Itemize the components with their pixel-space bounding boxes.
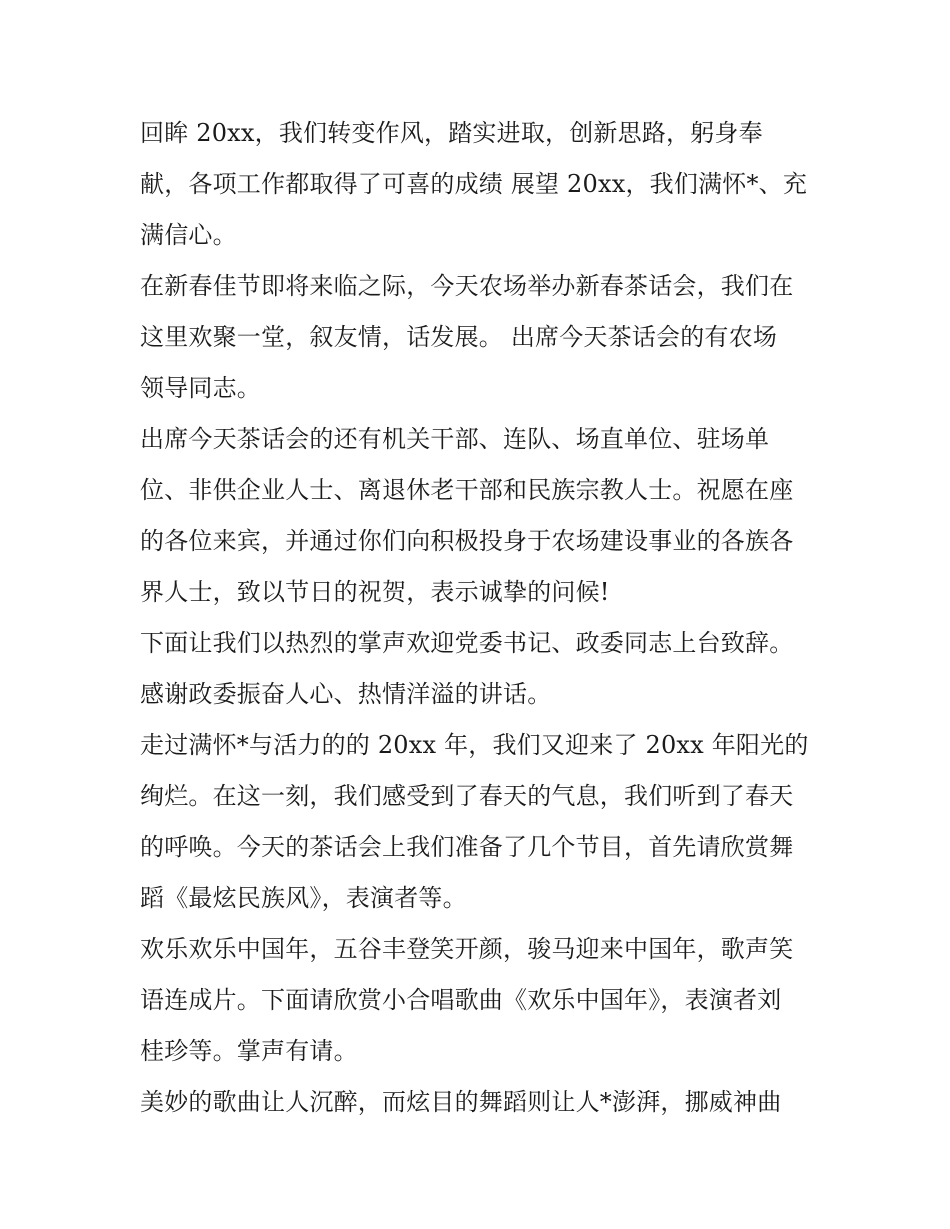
text-line: 蹈《最炫民族风》，表演者等。	[140, 884, 467, 912]
text-line: 美妙的歌曲让人沉醉，而炫目的舞蹈则让人*澎湃，挪威神曲	[140, 1088, 782, 1116]
paragraph-3	[140, 414, 830, 618]
text-line: 出席今天茶话会的还有机关干部、连队、场直单位、驻场单	[140, 425, 770, 453]
text-line: 满信心。	[140, 221, 237, 249]
text-line: 这里欢聚一堂，叙友情，话发展。 出席今天茶话会的有农场	[140, 323, 778, 351]
text-line: 献，各项工作都取得了可喜的成绩 展望 20xx，我们满怀*、充	[140, 170, 808, 198]
text-line: 领导同志。	[140, 374, 261, 402]
text-line: 欢乐欢乐中国年，五谷丰登笑开颜，骏马迎来中国年，歌声笑	[140, 935, 794, 963]
text-line: 的呼唤。今天的茶话会上我们准备了几个节目，首先请欣赏舞	[140, 833, 794, 861]
paragraph-1	[140, 108, 830, 261]
text-line: 下面让我们以热烈的掌声欢迎党委书记、政委同志上台致辞。	[140, 629, 794, 657]
text-line: 回眸 20xx，我们转变作风，踏实进取，创新思路，躬身奉	[140, 119, 763, 147]
paragraph-2	[140, 261, 830, 414]
paragraph-8	[140, 1077, 830, 1128]
text-line: 的各位来宾，并通过你们向积极投身于农场建设事业的各族各	[140, 527, 794, 555]
text-line: 语连成片。下面请欣赏小合唱歌曲《欢乐中国年》，表演者刘	[140, 986, 782, 1014]
paragraph-5	[140, 669, 830, 720]
text-line: 位、非供企业人士、离退休老干部和民族宗教人士。祝愿在座	[140, 476, 794, 504]
text-line: 在新春佳节即将来临之际，今天农场举办新春茶话会，我们在	[140, 272, 794, 300]
paragraph-6	[140, 720, 830, 924]
text-line: 感谢政委振奋人心、热情洋溢的讲话。	[140, 680, 552, 708]
text-line: 绚烂。在这一刻，我们感受到了春天的气息，我们听到了春天	[140, 782, 794, 810]
text-line: 桂珍等。掌声有请。	[140, 1037, 358, 1065]
paragraph-4	[140, 618, 830, 669]
paragraph-7	[140, 924, 830, 1077]
text-line: 走过满怀*与活力的的 20xx 年，我们又迎来了 20xx 年阳光的	[140, 731, 809, 759]
text-line: 界人士，致以节日的祝贺，表示诚挚的问候!	[140, 578, 610, 606]
